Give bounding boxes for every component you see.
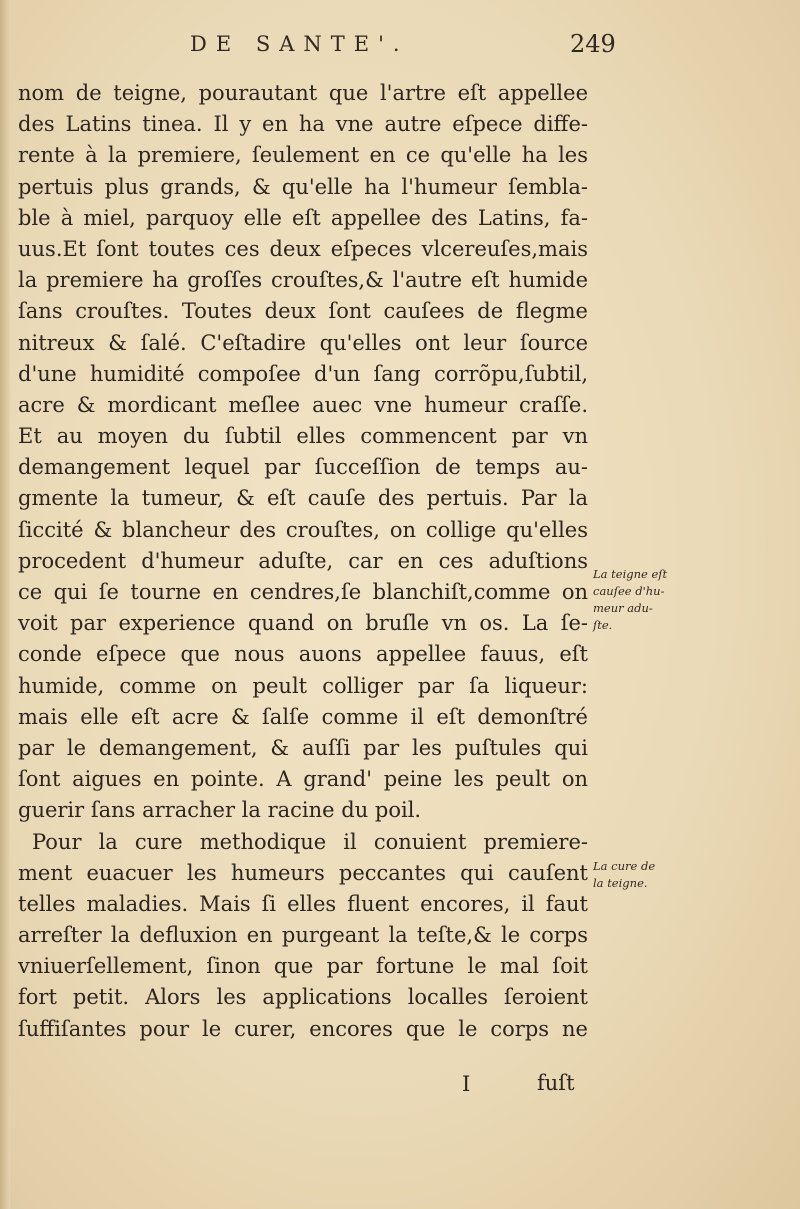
page-spine-edge xyxy=(0,0,10,1209)
text-line: d'une humidité compoſee d'un ſang corrõpu,ſubtil, xyxy=(18,361,588,386)
paragraph-start-line: Pour la cure methodique il conuient premiere- xyxy=(32,829,588,854)
margin-note-line: meur adu- xyxy=(593,601,653,615)
text-line: fort petit. Alors les applications localles ſeroient xyxy=(18,985,588,1010)
margin-note-line: ſte. xyxy=(593,618,613,632)
margin-note-line: La teigne eſt xyxy=(593,567,668,581)
text-line: vniuerſellement, ſinon que par fortune le mal ſoit xyxy=(18,954,588,979)
text-line: la premiere ha groſſes crouſtes,& l'autre eſt humide xyxy=(18,268,588,293)
text-line: procedent d'humeur aduſte, car en ces aduſtions xyxy=(18,548,588,573)
text-line: des Latins tinea. Il y en ha vne autre eſpece diffe- xyxy=(18,112,588,137)
main-text-block xyxy=(18,78,588,1045)
text-line: guerir ſans arracher la racine du poil. xyxy=(18,798,422,823)
text-line: arreſter la defluxion en purgeant la teſte,& le corps xyxy=(18,923,588,948)
text-line: Et au moyen du ſubtil elles commencent par vn xyxy=(18,424,588,449)
text-line: voit par experience quand on bruſle vn os. La ſe- xyxy=(18,611,588,636)
text-line: ſans crouſtes. Toutes deux ſont cauſees de flegme xyxy=(18,299,588,324)
text-line: gmente la tumeur, & eſt cauſe des pertuis. Par la xyxy=(18,486,588,511)
text-line: ble à miel, parquoy elle eſt appellee des Latins, fa- xyxy=(18,205,588,230)
text-line: acre & mordicant meſlee auec vne humeur craſſe. xyxy=(18,392,588,417)
catchword: fuſt xyxy=(537,1071,575,1095)
margin-note-line: cauſee d'hu- xyxy=(593,584,665,598)
text-line: demangement lequel par ſucceſſion de temps au- xyxy=(18,455,588,480)
margin-note-line: La cure de xyxy=(593,859,656,873)
text-line: mais elle eſt acre & ſalſe comme il eſt demonſtré xyxy=(18,704,588,729)
margin-note-teigne-cure xyxy=(593,858,693,892)
text-line: telles maladies. Mais ſi elles fluent encores, il faut xyxy=(18,891,588,916)
text-line: ſont aigues en pointe. A grand' peine les peult on xyxy=(18,767,588,792)
text-line: rente à la premiere, ſeulement en ce qu'elle ha les xyxy=(18,143,588,168)
margin-note-teigne-cause xyxy=(593,566,693,634)
text-line: ce qui ſe tourne en cendres,ſe blanchiſt,comme on xyxy=(18,580,588,604)
text-line: ſiccité & blancheur des crouſtes, on collige qu'elles xyxy=(18,517,588,542)
text-line: par le demangement, & auſſi par les puſtules qui xyxy=(18,735,588,760)
margin-note-line: la teigne. xyxy=(593,876,648,890)
text-line: conde eſpece que nous auons appellee fauus, eſt xyxy=(18,642,588,667)
text-line: ment euacuer les humeurs peccantes qui cauſent xyxy=(18,860,588,885)
text-line: uus.Et ſont toutes ces deux eſpeces vlcereuſes,mais xyxy=(18,236,588,261)
text-line: humide, comme on peult colliger par ſa liqueur: xyxy=(18,673,588,698)
page-number: 249 xyxy=(570,30,616,58)
text-line: pertuis plus grands, & qu'elle ha l'humeur ſembla- xyxy=(18,174,588,199)
text-line: nom de teigne, pourautant que l'artre eſt appellee xyxy=(18,81,588,105)
signature-mark: I xyxy=(462,1072,471,1096)
text-line: ſuffiſantes pour le curer, encores que le corps ne xyxy=(18,1016,588,1041)
text-line: nitreux & ſalé. C'eſtadire qu'elles ont leur ſource xyxy=(18,330,588,355)
running-title: DE SANTE'. xyxy=(190,32,409,56)
